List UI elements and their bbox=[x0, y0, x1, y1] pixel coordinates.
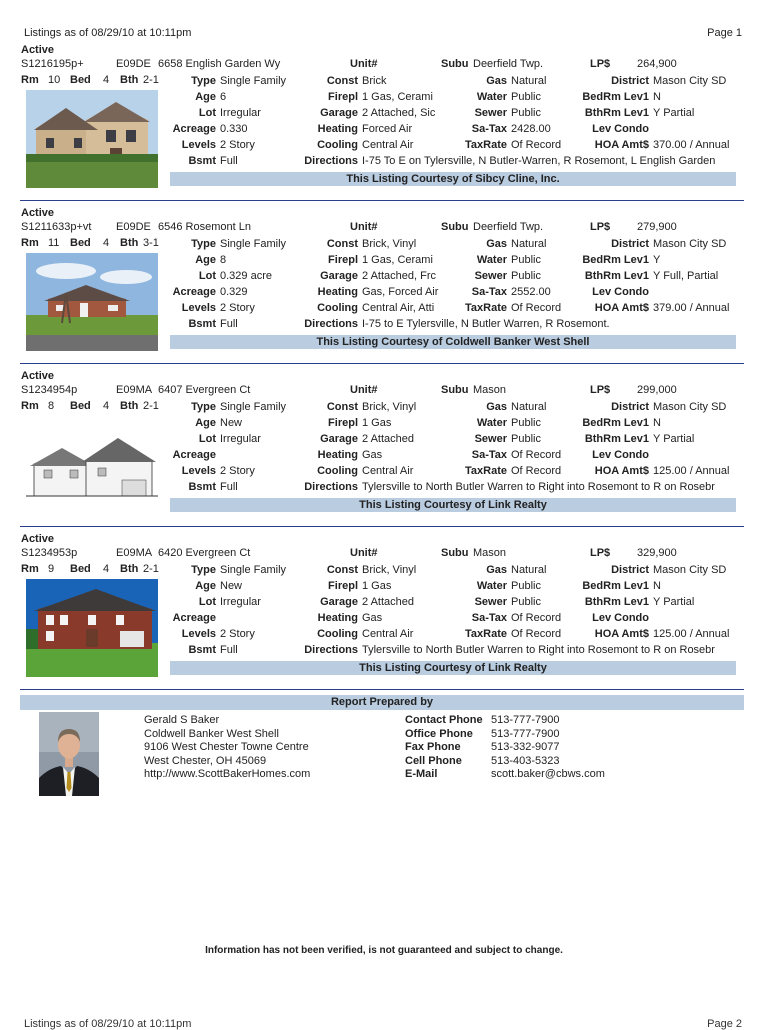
cooling-label: Cooling bbox=[317, 139, 358, 151]
listing-separator bbox=[20, 200, 744, 201]
acreage-value: 0.330 bbox=[220, 123, 248, 135]
area-code: E09DE bbox=[116, 58, 151, 70]
list-price-value: 264,900 bbox=[637, 58, 677, 70]
acreage-value: 0.329 bbox=[220, 286, 248, 298]
bth-value: 2-1 bbox=[143, 400, 159, 412]
list-price-value: 329,900 bbox=[637, 547, 677, 559]
directions-label: Directions bbox=[304, 644, 358, 656]
age-label: Age bbox=[195, 254, 216, 266]
bedrm-label: BedRm Lev1 bbox=[582, 91, 649, 103]
agent-company: Coldwell Banker West Shell bbox=[144, 727, 279, 740]
firepl-label: Firepl bbox=[328, 254, 358, 266]
agent-street: 9106 West Chester Towne Centre bbox=[144, 741, 309, 753]
agent-name: Gerald S Baker bbox=[144, 714, 220, 726]
taxrate-value: Of Record bbox=[511, 628, 562, 640]
sewer-label: Sewer bbox=[474, 433, 507, 445]
subdivision-value: Deerfield Twp. bbox=[473, 58, 544, 70]
bthrm-value: Y Partial bbox=[653, 596, 695, 608]
bthrm-label: BthRm Lev1 bbox=[584, 596, 649, 608]
rm-value: 10 bbox=[48, 74, 61, 86]
hoa-label: HOA Amt$ bbox=[594, 628, 649, 640]
subu-label: Subu bbox=[441, 58, 469, 70]
area-code: E09MA bbox=[116, 384, 153, 396]
heating-value: Forced Air bbox=[362, 123, 413, 135]
disclaimer: Information has not been verified, is not guaranteed and subject to change. bbox=[205, 945, 563, 956]
gas-label: Gas bbox=[486, 238, 507, 250]
agent-info bbox=[144, 714, 310, 782]
agent-website-link[interactable]: http://www.ScottBakerHomes.com bbox=[144, 768, 311, 780]
sewer-value: Public bbox=[511, 107, 541, 119]
tax-label: Sa-Tax bbox=[471, 612, 507, 624]
subdivision-value: Mason bbox=[473, 384, 507, 396]
garage-label: Garage bbox=[320, 596, 358, 608]
bthrm-value: Y Full, Partial bbox=[653, 270, 719, 282]
listing-address: 6407 Evergreen Ct bbox=[158, 384, 251, 396]
bsmt-value: Full bbox=[220, 644, 238, 656]
hoa-label: HOA Amt$ bbox=[594, 139, 649, 151]
bed-value: 4 bbox=[103, 237, 110, 249]
list-price-value: 279,900 bbox=[637, 221, 677, 233]
subu-label: Subu bbox=[441, 221, 469, 233]
listing-courtesy-bar: This Listing Courtesy of Sibcy Cline, Inc. bbox=[170, 172, 736, 186]
bth-value: 2-1 bbox=[143, 74, 159, 86]
listing-address: 6546 Rosemont Ln bbox=[158, 221, 251, 233]
subu-label: Subu bbox=[441, 547, 469, 559]
levcondo-value bbox=[653, 448, 745, 462]
bed-value: 4 bbox=[103, 74, 110, 86]
contact-value: 513-403-5323 bbox=[491, 754, 560, 767]
tax-value: Of Record bbox=[511, 449, 562, 461]
rm-label: Rm bbox=[21, 74, 39, 86]
levcondo-label: Lev Condo bbox=[592, 123, 649, 135]
unit-label: Unit# bbox=[350, 547, 378, 559]
age-label: Age bbox=[195, 417, 216, 429]
const-label: Const bbox=[326, 401, 358, 413]
lp-label: LP$ bbox=[590, 384, 611, 396]
bthrm-value: Y Partial bbox=[653, 107, 695, 119]
age-label: Age bbox=[195, 91, 216, 103]
levels-value: 2 Story bbox=[220, 628, 255, 640]
rm-label: Rm bbox=[21, 563, 39, 575]
const-label: Const bbox=[326, 75, 358, 87]
levels-value: 2 Story bbox=[220, 302, 255, 314]
listing-status: Active bbox=[21, 207, 55, 219]
cooling-value: Central Air bbox=[362, 139, 414, 151]
district-value: Mason City SD bbox=[653, 75, 727, 87]
contact-row bbox=[405, 755, 605, 769]
directions-value: Tylersville to North Butler Warren to Right into Rosemont to R on Rosebr bbox=[362, 481, 715, 493]
rm-value: 8 bbox=[48, 400, 55, 412]
bsmt-label: Bsmt bbox=[188, 318, 216, 330]
garage-label: Garage bbox=[320, 107, 358, 119]
rm-label: Rm bbox=[21, 400, 39, 412]
contact-row bbox=[405, 768, 605, 782]
gas-value: Natural bbox=[511, 401, 547, 413]
garage-value: 2 Attached bbox=[362, 433, 414, 445]
garage-value: 2 Attached, Sic bbox=[362, 107, 436, 119]
hoa-value: 370.00 / Annual bbox=[653, 139, 730, 151]
directions-label: Directions bbox=[304, 318, 358, 330]
lot-value: Irregular bbox=[220, 596, 261, 608]
tax-value: Of Record bbox=[511, 612, 562, 624]
tax-value: 2428.00 bbox=[511, 123, 551, 135]
bthrm-label: BthRm Lev1 bbox=[584, 270, 649, 282]
const-value: Brick bbox=[362, 75, 387, 87]
levels-value: 2 Story bbox=[220, 139, 255, 151]
bthrm-value: Y Partial bbox=[653, 433, 695, 445]
sewer-label: Sewer bbox=[474, 596, 507, 608]
levels-label: Levels bbox=[181, 139, 216, 151]
water-value: Public bbox=[511, 91, 541, 103]
cooling-value: Central Air bbox=[362, 465, 414, 477]
type-label: Type bbox=[191, 75, 216, 87]
const-value: Brick, Vinyl bbox=[362, 564, 417, 576]
listing-card bbox=[20, 533, 744, 696]
listing-status: Active bbox=[21, 533, 55, 545]
rm-value: 9 bbox=[48, 563, 55, 575]
bth-value: 3-1 bbox=[143, 237, 159, 249]
directions-value: I-75 to E Tylersville, N Butler Warren, R Rosemont. bbox=[362, 318, 610, 330]
tax-label: Sa-Tax bbox=[471, 123, 507, 135]
listing-separator bbox=[20, 363, 744, 364]
hoa-label: HOA Amt$ bbox=[594, 465, 649, 477]
mls-number: S1211633p+vt bbox=[21, 221, 92, 233]
bedrm-value: Y bbox=[653, 254, 661, 266]
page-number: Page 1 bbox=[707, 27, 742, 39]
listing-address: 6420 Evergreen Ct bbox=[158, 547, 251, 559]
lot-value: 0.329 acre bbox=[220, 270, 272, 282]
gas-value: Natural bbox=[511, 564, 547, 576]
area-code: E09MA bbox=[116, 547, 153, 559]
subu-label: Subu bbox=[441, 384, 469, 396]
mls-number: S1234953p bbox=[21, 547, 78, 559]
contact-label: Office Phone bbox=[405, 727, 473, 740]
district-label: District bbox=[611, 75, 649, 87]
taxrate-value: Of Record bbox=[511, 139, 562, 151]
sewer-value: Public bbox=[511, 596, 541, 608]
bed-label: Bed bbox=[70, 237, 91, 249]
garage-label: Garage bbox=[320, 270, 358, 282]
hoa-value: 125.00 / Annual bbox=[653, 628, 730, 640]
subdivision-value: Deerfield Twp. bbox=[473, 221, 544, 233]
report-prepared-by-bar: Report Prepared by bbox=[20, 695, 744, 710]
rm-label: Rm bbox=[21, 237, 39, 249]
bth-value: 2-1 bbox=[143, 563, 159, 575]
hoa-value: 125.00 / Annual bbox=[653, 465, 730, 477]
bsmt-value: Full bbox=[220, 318, 238, 330]
lp-label: LP$ bbox=[590, 58, 611, 70]
email-link[interactable]: scott.baker@cbws.com bbox=[491, 768, 605, 780]
heating-value: Gas bbox=[362, 449, 383, 461]
contact-label: Cell Phone bbox=[405, 754, 462, 767]
cooling-label: Cooling bbox=[317, 465, 358, 477]
bedrm-value: N bbox=[653, 91, 661, 103]
lot-label: Lot bbox=[198, 270, 216, 282]
contact-row bbox=[405, 728, 605, 742]
listing-separator bbox=[20, 526, 744, 527]
gas-label: Gas bbox=[486, 401, 507, 413]
listing-courtesy-bar: This Listing Courtesy of Link Realty bbox=[170, 498, 736, 512]
const-label: Const bbox=[326, 238, 358, 250]
heating-value: Gas, Forced Air bbox=[362, 286, 439, 298]
levels-value: 2 Story bbox=[220, 465, 255, 477]
acreage-label: Acreage bbox=[172, 123, 216, 135]
heating-label: Heating bbox=[317, 286, 358, 298]
acreage-label: Acreage bbox=[172, 286, 216, 298]
listing-courtesy-bar: This Listing Courtesy of Link Realty bbox=[170, 661, 736, 675]
levels-label: Levels bbox=[181, 302, 216, 314]
bedrm-value: N bbox=[653, 417, 661, 429]
bth-label: Bth bbox=[120, 74, 139, 86]
firepl-value: 1 Gas bbox=[362, 417, 392, 429]
bedrm-value: N bbox=[653, 580, 661, 592]
levcondo-label: Lev Condo bbox=[592, 449, 649, 461]
listing-card bbox=[20, 44, 744, 207]
garage-value: 2 Attached bbox=[362, 596, 414, 608]
bsmt-label: Bsmt bbox=[188, 155, 216, 167]
bthrm-label: BthRm Lev1 bbox=[584, 107, 649, 119]
agent-photo bbox=[39, 712, 99, 796]
district-label: District bbox=[611, 564, 649, 576]
listing-card bbox=[20, 207, 744, 370]
rm-value: 11 bbox=[48, 237, 60, 249]
hoa-label: HOA Amt$ bbox=[594, 302, 649, 314]
cooling-value: Central Air, Atti bbox=[362, 302, 435, 314]
list-price-value: 299,000 bbox=[637, 384, 677, 396]
type-label: Type bbox=[191, 401, 216, 413]
gas-value: Natural bbox=[511, 238, 547, 250]
contact-value: 513-777-7900 bbox=[491, 714, 560, 726]
contact-label: E-Mail bbox=[405, 768, 438, 780]
mls-number: S1234954p bbox=[21, 384, 78, 396]
footer-page-number: Page 2 bbox=[707, 1018, 742, 1030]
taxrate-value: Of Record bbox=[511, 302, 562, 314]
bedrm-label: BedRm Lev1 bbox=[582, 580, 649, 592]
const-label: Const bbox=[326, 564, 358, 576]
acreage-label: Acreage bbox=[172, 612, 216, 624]
directions-value: Tylersville to North Butler Warren to Right into Rosemont to R on Rosebr bbox=[362, 644, 715, 656]
tax-label: Sa-Tax bbox=[471, 286, 507, 298]
firepl-label: Firepl bbox=[328, 580, 358, 592]
district-label: District bbox=[611, 401, 649, 413]
bthrm-label: BthRm Lev1 bbox=[584, 433, 649, 445]
age-value: New bbox=[220, 417, 243, 429]
bth-label: Bth bbox=[120, 400, 139, 412]
firepl-value: 1 Gas, Cerami bbox=[362, 91, 433, 103]
water-label: Water bbox=[476, 417, 507, 429]
contact-row bbox=[405, 741, 605, 755]
age-label: Age bbox=[195, 580, 216, 592]
levcondo-label: Lev Condo bbox=[592, 286, 649, 298]
taxrate-label: TaxRate bbox=[465, 628, 507, 640]
district-value: Mason City SD bbox=[653, 401, 727, 413]
heating-value: Gas bbox=[362, 612, 383, 624]
bed-label: Bed bbox=[70, 74, 91, 86]
bth-label: Bth bbox=[120, 563, 139, 575]
age-value: 8 bbox=[220, 254, 227, 266]
cooling-value: Central Air bbox=[362, 628, 414, 640]
contact-label: Contact Phone bbox=[405, 714, 483, 726]
contact-value: 513-332-9077 bbox=[491, 741, 560, 753]
bsmt-label: Bsmt bbox=[188, 481, 216, 493]
district-value: Mason City SD bbox=[653, 238, 727, 250]
water-value: Public bbox=[511, 417, 541, 429]
report-timestamp: Listings as of 08/29/10 at 10:11pm bbox=[24, 27, 192, 39]
water-value: Public bbox=[511, 580, 541, 592]
lot-value: Irregular bbox=[220, 107, 261, 119]
gas-label: Gas bbox=[486, 75, 507, 87]
directions-value: I-75 To E on Tylersville, N Butler-Warren, R Rosemont, L English Garden bbox=[362, 155, 716, 167]
bsmt-value: Full bbox=[220, 481, 238, 493]
lp-label: LP$ bbox=[590, 221, 611, 233]
directions-label: Directions bbox=[304, 155, 358, 167]
subdivision-value: Mason bbox=[473, 547, 507, 559]
gas-label: Gas bbox=[486, 564, 507, 576]
lp-label: LP$ bbox=[590, 547, 611, 559]
district-label: District bbox=[611, 238, 649, 250]
unit-label: Unit# bbox=[350, 221, 378, 233]
lot-label: Lot bbox=[198, 107, 216, 119]
listing-address: 6658 English Garden Wy bbox=[158, 58, 281, 70]
bsmt-label: Bsmt bbox=[188, 644, 216, 656]
cooling-label: Cooling bbox=[317, 628, 358, 640]
heating-label: Heating bbox=[317, 612, 358, 624]
unit-label: Unit# bbox=[350, 384, 378, 396]
taxrate-label: TaxRate bbox=[465, 139, 507, 151]
gas-value: Natural bbox=[511, 75, 547, 87]
levcondo-value bbox=[653, 122, 745, 136]
age-value: 6 bbox=[220, 91, 227, 103]
taxrate-label: TaxRate bbox=[465, 465, 507, 477]
district-value: Mason City SD bbox=[653, 564, 727, 576]
type-value: Single Family bbox=[220, 75, 287, 87]
acreage-label: Acreage bbox=[172, 449, 216, 461]
tax-value: 2552.00 bbox=[511, 286, 551, 298]
lot-label: Lot bbox=[198, 596, 216, 608]
garage-label: Garage bbox=[320, 433, 358, 445]
type-value: Single Family bbox=[220, 564, 287, 576]
water-label: Water bbox=[476, 91, 507, 103]
heating-label: Heating bbox=[317, 123, 358, 135]
bed-value: 4 bbox=[103, 400, 110, 412]
levcondo-value bbox=[653, 285, 745, 299]
firepl-value: 1 Gas bbox=[362, 580, 392, 592]
firepl-label: Firepl bbox=[328, 91, 358, 103]
bth-label: Bth bbox=[120, 237, 139, 249]
bedrm-label: BedRm Lev1 bbox=[582, 417, 649, 429]
garage-value: 2 Attached, Frc bbox=[362, 270, 436, 282]
lot-label: Lot bbox=[198, 433, 216, 445]
mls-number: S1216195p+ bbox=[21, 58, 84, 70]
water-value: Public bbox=[511, 254, 541, 266]
taxrate-value: Of Record bbox=[511, 465, 562, 477]
bed-label: Bed bbox=[70, 563, 91, 575]
bed-value: 4 bbox=[103, 563, 110, 575]
bedrm-label: BedRm Lev1 bbox=[582, 254, 649, 266]
levcondo-value bbox=[653, 611, 745, 625]
contact-row bbox=[405, 714, 605, 728]
const-value: Brick, Vinyl bbox=[362, 401, 417, 413]
area-code: E09DE bbox=[116, 221, 151, 233]
type-value: Single Family bbox=[220, 401, 287, 413]
water-label: Water bbox=[476, 580, 507, 592]
taxrate-label: TaxRate bbox=[465, 302, 507, 314]
lot-value: Irregular bbox=[220, 433, 261, 445]
water-label: Water bbox=[476, 254, 507, 266]
sewer-label: Sewer bbox=[474, 107, 507, 119]
listing-status: Active bbox=[21, 370, 55, 382]
listing-separator bbox=[20, 689, 744, 690]
sewer-value: Public bbox=[511, 270, 541, 282]
agent-contacts bbox=[405, 714, 605, 782]
directions-label: Directions bbox=[304, 481, 358, 493]
unit-label: Unit# bbox=[350, 58, 378, 70]
listing-card bbox=[20, 370, 744, 533]
heating-label: Heating bbox=[317, 449, 358, 461]
listing-courtesy-bar: This Listing Courtesy of Coldwell Banker West Shell bbox=[170, 335, 736, 349]
type-label: Type bbox=[191, 238, 216, 250]
contact-value: 513-777-7900 bbox=[491, 727, 560, 740]
contact-label: Fax Phone bbox=[405, 741, 461, 753]
age-value: New bbox=[220, 580, 243, 592]
agent-city: West Chester, OH 45069 bbox=[144, 754, 267, 767]
type-label: Type bbox=[191, 564, 216, 576]
listing-status: Active bbox=[21, 44, 55, 56]
levcondo-label: Lev Condo bbox=[592, 612, 649, 624]
firepl-label: Firepl bbox=[328, 417, 358, 429]
hoa-value: 379.00 / Annual bbox=[653, 302, 730, 314]
levels-label: Levels bbox=[181, 465, 216, 477]
sewer-value: Public bbox=[511, 433, 541, 445]
bsmt-value: Full bbox=[220, 155, 238, 167]
firepl-value: 1 Gas, Cerami bbox=[362, 254, 433, 266]
bed-label: Bed bbox=[70, 400, 91, 412]
cooling-label: Cooling bbox=[317, 302, 358, 314]
footer-timestamp: Listings as of 08/29/10 at 10:11pm bbox=[24, 1018, 192, 1030]
type-value: Single Family bbox=[220, 238, 287, 250]
sewer-label: Sewer bbox=[474, 270, 507, 282]
levels-label: Levels bbox=[181, 628, 216, 640]
const-value: Brick, Vinyl bbox=[362, 238, 417, 250]
tax-label: Sa-Tax bbox=[471, 449, 507, 461]
